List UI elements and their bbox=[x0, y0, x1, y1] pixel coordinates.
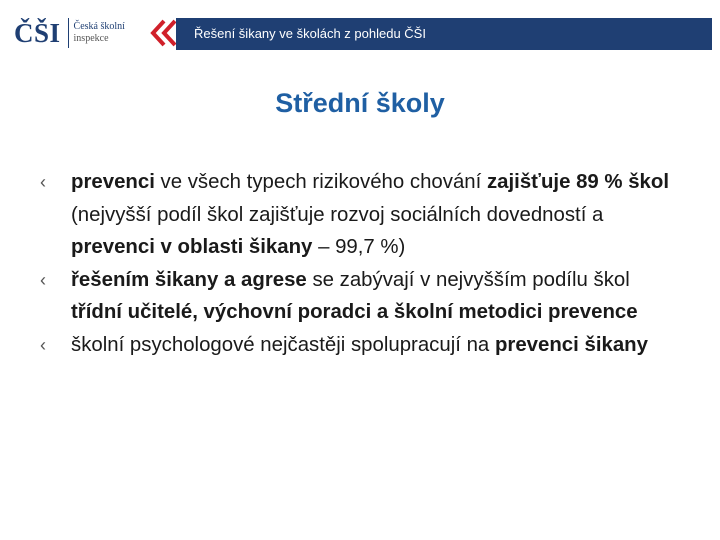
bullet-marker: ‹ bbox=[40, 172, 46, 192]
chevron-icon bbox=[144, 16, 178, 50]
slide-title: Střední školy bbox=[275, 88, 445, 118]
bullet-text-plain: se zabývají v nejvyšším podílu škol bbox=[306, 268, 630, 291]
bullet-text-bold: prevenci šikany bbox=[494, 333, 648, 356]
logo-text-line2: inspekce bbox=[73, 33, 109, 44]
bullet-text bbox=[71, 329, 680, 362]
bullet-marker: ‹ bbox=[40, 334, 46, 355]
bullet-text bbox=[71, 264, 680, 329]
header-bar bbox=[176, 18, 712, 50]
header-title: Řešení šikany ve školách z pohledu ČŠI bbox=[194, 26, 426, 41]
logo-text-line1: Česká školní bbox=[73, 21, 125, 32]
bullet-text-bold: prevenci bbox=[71, 171, 155, 193]
logo bbox=[14, 16, 125, 50]
bullet-item bbox=[40, 264, 680, 329]
logo-mark: ČŠI bbox=[14, 17, 61, 48]
bullet-text-plain: ve všech typech rizikového chování bbox=[154, 171, 487, 193]
bullet-list bbox=[40, 166, 680, 361]
bullet-text-plain: školní psychologové nejčastěji spolupracují na bbox=[71, 333, 495, 356]
logo-divider bbox=[68, 18, 69, 48]
bullet-item bbox=[40, 329, 680, 362]
bullet-item bbox=[40, 166, 680, 264]
bullet-text-plain: – 99,7 %) bbox=[312, 236, 406, 258]
bullet-text-bold: třídní učitelé, výchovní poradci a školní metodici prevence bbox=[71, 301, 638, 323]
logo-text bbox=[74, 21, 125, 45]
bullet-marker: ‹ bbox=[40, 269, 46, 290]
bullet-text-bold: zajišťuje 89 % škol bbox=[486, 171, 670, 193]
bullet-text-bold: prevenci v oblasti šikany bbox=[71, 236, 313, 258]
bullet-text bbox=[71, 166, 680, 264]
bullet-text-plain: (nejvyšší podíl škol zajišťuje rozvoj sociálních dovedností a bbox=[71, 203, 604, 226]
bullet-text-bold: řešením šikany a agrese bbox=[71, 268, 307, 291]
